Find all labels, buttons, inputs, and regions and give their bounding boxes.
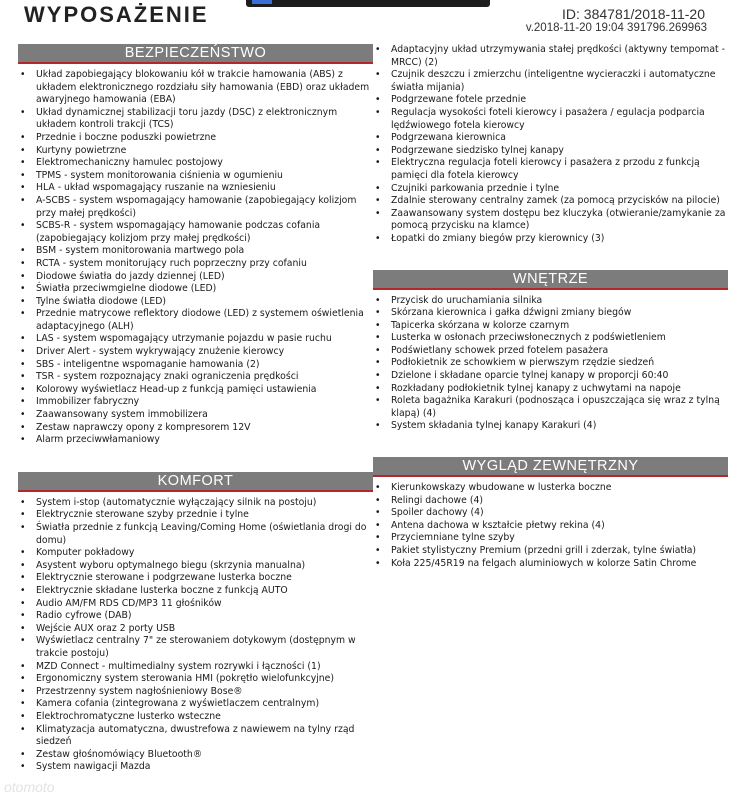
list-item (18, 686, 373, 699)
list-item-text: Klimatyzacja automatyczna, dwustrefowa z nawiewem na tylny rząd siedzeń (36, 723, 355, 748)
document-id: ID: 384781/2018-11-20 (562, 6, 705, 22)
bullet-icon: • (375, 106, 381, 118)
list-item-text: Asystent wyboru optymalnego biegu (skrzynia manualna) (36, 559, 306, 571)
list-item-text: Zdalnie sterowany centralny zamek (za pomocą przycisków na pilocie) (391, 195, 720, 207)
list-item (373, 195, 728, 208)
list-item-text: Podgrzewane siedzisko tylnej kanapy (391, 144, 564, 156)
list-item (373, 545, 728, 558)
list-item-text: Antena dachowa w kształcie płetwy rekina (4) (391, 519, 605, 531)
list-item (373, 44, 728, 69)
right-column (373, 44, 728, 570)
top-bar (246, 0, 490, 7)
list-item-text: Kolorowy wyświetlacz Head-up z funkcją pamięci ustawienia (36, 383, 317, 395)
list-item-text: Immobilizer fabryczny (36, 396, 140, 408)
list-item-text: HLA - układ wspomagający ruszanie na wzniesieniu (36, 182, 276, 194)
bullet-icon: • (20, 572, 26, 584)
list-item (18, 635, 373, 660)
bullet-icon: • (20, 685, 26, 697)
list-wnetrze (373, 295, 728, 434)
bullet-icon: • (20, 434, 26, 446)
list-item (18, 283, 373, 296)
bullet-icon: • (375, 545, 381, 556)
list-item-text: TSR - system rozpoznający znaki ograniczenia prędkości (36, 371, 299, 383)
list-item-text: Elektrochromatyczne lusterko wsteczne (36, 710, 221, 722)
list-item (373, 132, 728, 145)
list-item-text: Przycisk do uruchamiania silnika (391, 294, 543, 306)
list-item-text: Światła przeciwmgielne diodowe (LED) (36, 283, 217, 295)
bullet-icon: • (20, 698, 26, 710)
list-item (18, 245, 373, 258)
bullet-icon: • (20, 106, 26, 118)
bullet-icon: • (375, 507, 381, 519)
list-item-text: Układ zapobiegający blokowaniu kół w trakcie hamowania (ABS) z układem elektronicznego rozdziału siły hamowania (EBD) oraz układem awaryjnego hamowania (EBA) (36, 69, 370, 106)
list-item-text: Elektromechaniczny hamulec postojowy (36, 157, 223, 169)
list-item (373, 395, 728, 420)
section-header-bezpieczenstwo: BEZPIECZEŃSTWO (18, 44, 373, 64)
list-item (18, 182, 373, 195)
list-item (18, 711, 373, 724)
bullet-icon: • (20, 169, 26, 181)
list-item (18, 308, 373, 333)
list-item (18, 422, 373, 435)
list-item-text: Tapicerka skórzana w kolorze czarnym (391, 319, 570, 331)
list-item (18, 610, 373, 623)
list-item (18, 749, 373, 762)
list-item-text: Lusterka w osłonach przeciwsłonecznych z podświetleniem (391, 332, 666, 344)
list-item-text: Radio cyfrowe (DAB) (36, 610, 132, 622)
bullet-icon: • (20, 346, 26, 358)
list-item-text: Podłokietnik ze schowkiem w pierwszym rzędzie siedzeń (391, 357, 655, 369)
list-item-text: Światła przednie z funkcją Leaving/Coming Home (oświetlania drogi do domu) (36, 522, 367, 546)
bullet-icon: • (375, 69, 381, 81)
list-item (373, 558, 728, 571)
section-header-wyglad: WYGLĄD ZEWNĘTRZNY (373, 457, 728, 477)
list-item (18, 333, 373, 346)
list-item-text: SCBS-R - system wspomagający hamowanie podczas cofania (zapobiegający kolizjom przy małej prędkości) (36, 220, 321, 244)
bullet-icon: • (375, 557, 381, 569)
bullet-icon: • (20, 748, 26, 760)
bullet-icon: • (375, 332, 381, 344)
list-item-text: Audio AM/FM RDS CD/MP3 11 głośników (36, 597, 222, 609)
bullet-icon: • (20, 396, 26, 408)
list-item (373, 357, 728, 370)
list-item-text: System i-stop (automatycznie wyłączający silnik na postoju) (36, 496, 317, 508)
list-item (373, 332, 728, 345)
list-komfort (18, 497, 373, 774)
list-item-text: Tylne światła diodowe (LED) (36, 295, 167, 307)
list-item (18, 107, 373, 132)
list-item (373, 145, 728, 158)
bullet-icon: • (375, 157, 381, 169)
list-item (373, 420, 728, 433)
list-item (373, 383, 728, 396)
bullet-icon: • (375, 132, 381, 144)
list-item-text: Zaawansowany system dostępu bez kluczyka (otwieranie/zamykanie za pomocą przycisku na klamce) (391, 207, 726, 232)
bullet-icon: • (375, 482, 381, 494)
list-item-text: Czujniki parkowania przednie i tylne (391, 182, 560, 194)
bullet-icon: • (20, 144, 26, 156)
bullet-icon: • (375, 294, 381, 306)
bullet-icon: • (20, 333, 26, 345)
list-item-text: Komputer pokładowy (36, 547, 135, 559)
list-item (18, 296, 373, 309)
list-item-text: LAS - system wspomagający utrzymanie pojazdu w pasie ruchu (36, 333, 332, 345)
bullet-icon: • (375, 195, 381, 207)
list-item (373, 345, 728, 358)
list-item (18, 497, 373, 510)
bullet-icon: • (20, 610, 26, 622)
list-item-text: Wyświetlacz centralny 7" ze sterowaniem dotykowym (dostępnym w trakcie postoju) (36, 635, 356, 659)
bullet-icon: • (20, 194, 26, 206)
bullet-icon: • (20, 308, 26, 320)
list-item (18, 157, 373, 170)
list-item (18, 132, 373, 145)
bullet-icon: • (375, 232, 381, 244)
bullet-icon: • (375, 370, 381, 382)
bullet-icon: • (375, 532, 381, 544)
list-item-text: Przednie i boczne poduszki powietrzne (36, 131, 217, 143)
bullet-icon: • (20, 547, 26, 559)
list-item (18, 170, 373, 183)
watermark: otomoto (4, 779, 55, 795)
list-item-text: Diodowe światła do jazdy dziennej (LED) (36, 270, 225, 282)
list-item-text: Elektryczna regulacja foteli kierowcy i pasażera z przodu z funkcją pamięci dla fotela kierowcy (391, 157, 700, 181)
list-item (373, 307, 728, 320)
list-item (18, 547, 373, 560)
bullet-icon: • (20, 371, 26, 383)
list-item-text: Roleta bagażnika Karakuri (podnosząca i opuszczająca się wraz z tylną klapą) (4) (391, 395, 720, 419)
list-item-text: SBS - inteligentne wspomaganie hamowania (2) (36, 358, 260, 370)
list-item-text: Kierunkowskazy wbudowane w lusterka boczne (391, 482, 612, 494)
list-item-text: Dzielone i składane oparcie tylnej kanapy w proporcji 60:40 (391, 370, 669, 382)
list-item-text: Przestrzenny system nagłośnieniowy Bose® (36, 685, 243, 697)
list-item-text: MZD Connect - multimedialny system rozrywki i łączności (1) (36, 660, 321, 672)
list-item-text: Koła 225/45R19 na felgach aluminiowych w kolorze Satin Chrome (391, 557, 697, 569)
list-item (18, 673, 373, 686)
list-item (18, 522, 373, 547)
bullet-icon: • (375, 44, 381, 55)
bullet-icon: • (375, 519, 381, 531)
list-item (373, 183, 728, 196)
bullet-icon: • (375, 182, 381, 194)
list-item (373, 507, 728, 520)
list-item-text: Wejście AUX oraz 2 porty USB (36, 622, 176, 634)
list-item (373, 370, 728, 383)
list-item (18, 384, 373, 397)
bullet-icon: • (20, 220, 26, 232)
document-version: v.2018-11-20 19:04 391796.269963 (525, 22, 707, 34)
list-item (18, 258, 373, 271)
list-item (373, 107, 728, 132)
list-item (18, 724, 373, 749)
bullet-icon: • (375, 307, 381, 319)
list-item (373, 532, 728, 545)
list-item-text: Alarm przeciwwłamaniowy (36, 434, 160, 446)
list-item (373, 495, 728, 508)
list-item (18, 359, 373, 372)
list-item-text: Pakiet stylistyczny Premium (przedni grill i zderzak, tylne światła) (391, 545, 697, 556)
list-item-text: Kamera cofania (zintegrowana z wyświetlaczem centralnym) (36, 698, 320, 710)
list-item (18, 598, 373, 611)
bullet-icon: • (20, 283, 26, 295)
section-header-komfort: KOMFORT (18, 472, 373, 492)
list-item-text: Czujnik deszczu i zmierzchu (inteligentne wycieraczki i automatyczne światła mijania) (391, 69, 716, 93)
bullet-icon: • (20, 157, 26, 169)
list-item (18, 434, 373, 447)
bullet-icon: • (375, 382, 381, 394)
list-item-text: System nawigacji Mazda (36, 761, 151, 773)
list-item-text: Łopatki do zmiany biegów przy kierownicy (3) (391, 232, 605, 244)
bullet-icon: • (20, 409, 26, 421)
list-item (373, 69, 728, 94)
list-item (18, 195, 373, 220)
list-item-text: Regulacja wysokości foteli kierowcy i pasażera / egulacja podparcia lędźwiowego fotela kierowcy (391, 106, 705, 131)
list-item (18, 623, 373, 636)
list-item-text: Kurtyny powietrzne (36, 144, 127, 156)
list-item (18, 371, 373, 384)
bullet-icon: • (20, 509, 26, 521)
list-item (373, 295, 728, 308)
list-item (18, 409, 373, 422)
list-item-text: Rozkładany podłokietnik tylnej kanapy z uchwytami na napoje (391, 382, 681, 394)
bullet-icon: • (20, 295, 26, 307)
left-column (18, 44, 373, 774)
list-item (18, 509, 373, 522)
list-item (373, 157, 728, 182)
page-title: WYPOSAŻENIE (24, 2, 209, 27)
list-item (18, 220, 373, 245)
bullet-icon: • (20, 131, 26, 143)
list-item (18, 396, 373, 409)
list-item-text: Ergonomiczny system sterowania HMI (pokrętło wielofunkcyjne) (36, 673, 335, 685)
bullet-icon: • (20, 358, 26, 370)
list-item-text: Adaptacyjny układ utrzymywania stałej prędkości (aktywny tempomat - MRCC) (2) (391, 44, 725, 68)
list-item-text: Skórzana kierownica i gałka dźwigni zmiany biegów (391, 307, 632, 319)
list-item-text: Podświetlany schowek przed fotelem pasażera (391, 344, 609, 356)
bullet-icon: • (20, 245, 26, 257)
list-item-text: BSM - system monitorowania martwego pola (36, 245, 245, 257)
bullet-icon: • (375, 357, 381, 369)
bullet-icon: • (20, 182, 26, 194)
list-item (18, 346, 373, 359)
bullet-icon: • (20, 584, 26, 596)
bullet-icon: • (20, 496, 26, 508)
bullet-icon: • (375, 94, 381, 106)
list-item-text: TPMS - system monitorowania ciśnienia w ogumieniu (36, 169, 283, 181)
bullet-icon: • (20, 761, 26, 773)
bullet-icon: • (375, 319, 381, 331)
section-header-wnetrze: WNĘTRZE (373, 270, 728, 290)
list-item (18, 698, 373, 711)
bullet-icon: • (20, 710, 26, 722)
list-item-text: Elektrycznie sterowane szyby przednie i tylne (36, 509, 249, 521)
list-item-text: Zestaw naprawczy opony z kompresorem 12V (36, 421, 251, 433)
bullet-icon: • (20, 522, 26, 533)
list-item-text: Zaawansowany system immobilizera (36, 409, 208, 421)
bullet-icon: • (20, 421, 26, 433)
bullet-icon: • (20, 673, 26, 685)
list-item (18, 271, 373, 284)
list-item (373, 208, 728, 233)
list-komfort-continued (373, 44, 728, 246)
bullet-icon: • (375, 344, 381, 356)
list-item (373, 94, 728, 107)
bullet-icon: • (375, 420, 381, 432)
list-item (18, 560, 373, 573)
bullet-icon: • (20, 622, 26, 634)
bullet-icon: • (375, 494, 381, 506)
list-item-text: Podgrzewane fotele przednie (391, 94, 527, 106)
list-item-text: Relingi dachowe (4) (391, 494, 483, 506)
list-item (373, 233, 728, 246)
bullet-icon: • (20, 723, 26, 735)
list-item (373, 482, 728, 495)
list-item (18, 585, 373, 598)
list-item-text: System składania tylnej kanapy Karakuri (4) (391, 420, 597, 432)
list-item-text: Podgrzewana kierownica (391, 132, 506, 144)
list-item (18, 572, 373, 585)
list-item-text: Driver Alert - system wykrywający znużenie kierowcy (36, 346, 285, 358)
bullet-icon: • (20, 559, 26, 571)
bullet-icon: • (20, 597, 26, 609)
bullet-icon: • (20, 257, 26, 269)
list-item (18, 145, 373, 158)
bullet-icon: • (375, 144, 381, 156)
list-item-text: Zestaw głośnomówiący Bluetooth® (36, 748, 203, 760)
top-bar-accent (252, 0, 272, 4)
list-item-text: Elektrycznie składane lusterka boczne z funkcją AUTO (36, 584, 288, 596)
bullet-icon: • (375, 395, 381, 407)
list-item-text: Spoiler dachowy (4) (391, 507, 484, 519)
list-item-text: Układ dynamicznej stabilizacji toru jazdy (DSC) z elektronicznym układem kontroli trakcji (TCS) (36, 106, 338, 131)
list-item (373, 520, 728, 533)
list-item (18, 69, 373, 107)
bullet-icon: • (20, 383, 26, 395)
list-bezpieczenstwo (18, 69, 373, 447)
list-item (18, 761, 373, 774)
list-item-text: RCTA - system monitorujący ruch poprzeczny przy cofaniu (36, 257, 307, 269)
bullet-icon: • (20, 69, 26, 80)
list-item (373, 320, 728, 333)
bullet-icon: • (20, 635, 26, 647)
bullet-icon: • (375, 207, 381, 219)
list-item-text: Przednie matrycowe reflektory diodowe (LED) z systemem oświetlenia adaptacyjnego (ALH) (36, 308, 364, 332)
list-item-text: Przyciemniane tylne szyby (391, 532, 515, 544)
bullet-icon: • (20, 270, 26, 282)
list-wyglad (373, 482, 728, 570)
bullet-icon: • (20, 660, 26, 672)
list-item-text: Elektrycznie sterowane i podgrzewane lusterka boczne (36, 572, 292, 584)
list-item-text: A-SCBS - system wspomagający hamowanie (zapobiegający kolizjom przy małej prędkości) (36, 194, 357, 219)
list-item (18, 661, 373, 674)
